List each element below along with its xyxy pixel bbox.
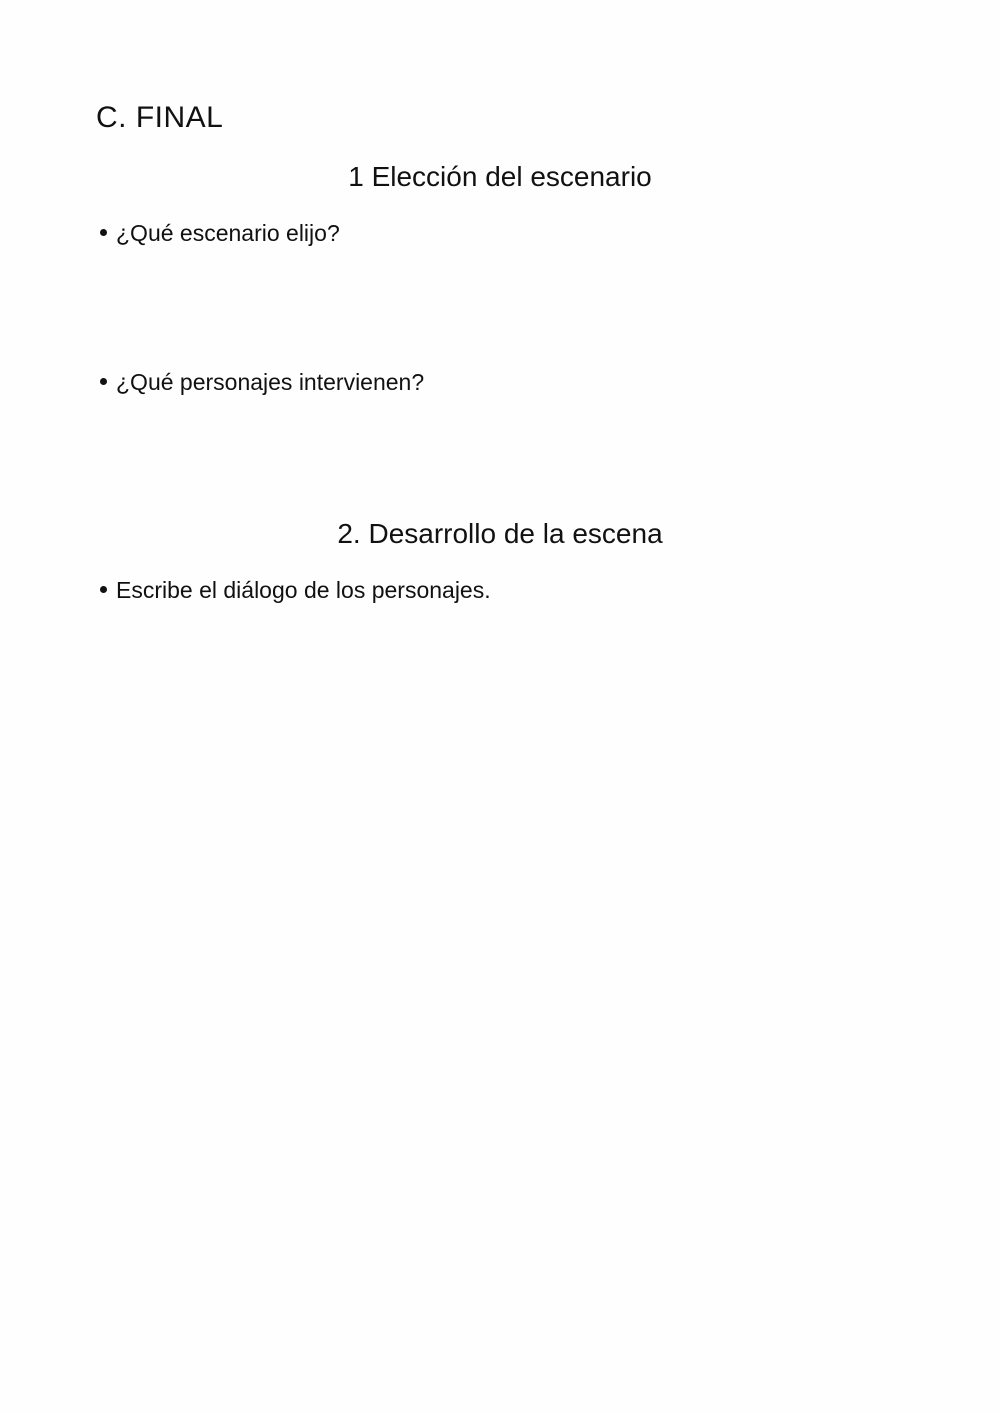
question-escenario	[100, 218, 340, 248]
question-personajes-text: ¿Qué personajes intervienen?	[116, 369, 425, 395]
heading-eleccion-escenario: 1 Elección del escenario	[348, 161, 652, 192]
heading-desarrollo-escena: 2. Desarrollo de la escena	[337, 518, 663, 549]
bullet-icon	[100, 378, 107, 385]
question-escenario-text: ¿Qué escenario elijo?	[116, 220, 340, 246]
section-title: C. FINAL	[96, 101, 224, 134]
bullet-icon	[100, 229, 107, 236]
bullet-icon	[100, 586, 107, 593]
instruction-dialogo-text: Escribe el diálogo de los personajes.	[116, 577, 491, 603]
instruction-dialogo	[100, 575, 491, 605]
question-personajes	[100, 367, 424, 397]
